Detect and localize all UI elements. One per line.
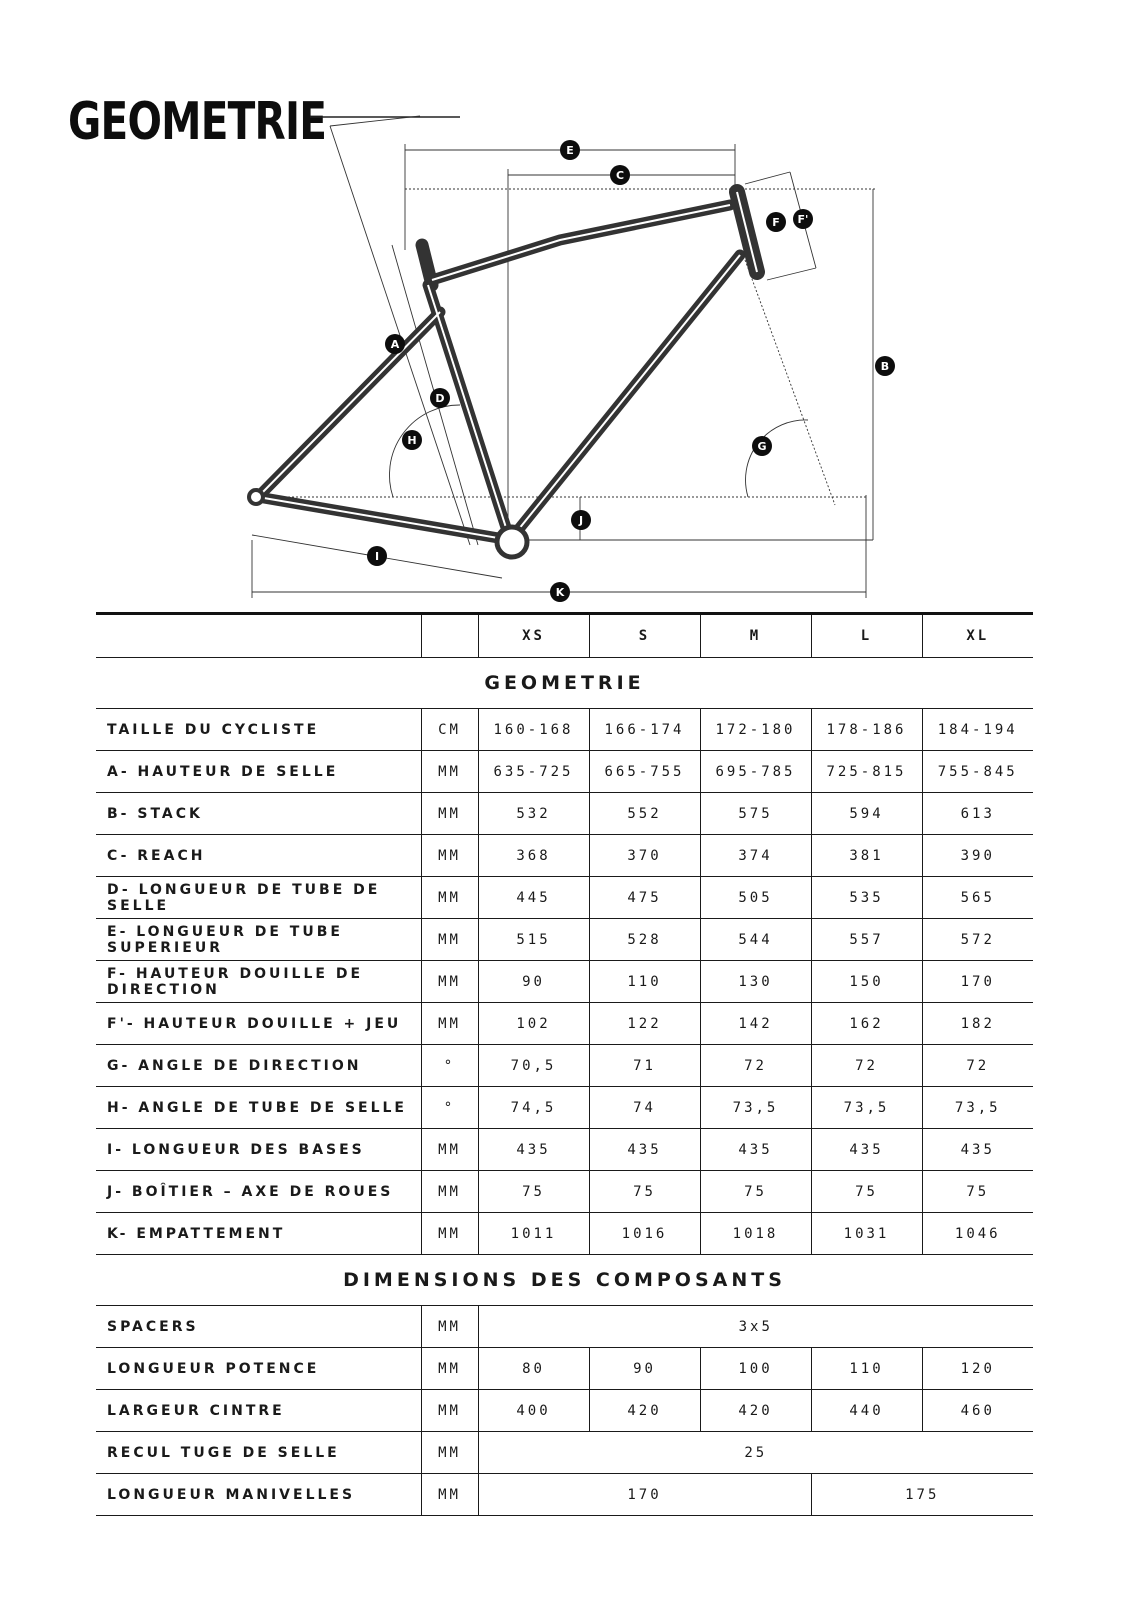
dimension-letter: I [374, 550, 380, 563]
row-label: C- REACH [96, 835, 421, 877]
table-row [96, 1045, 1033, 1087]
table-cell: 435 [700, 1129, 811, 1171]
table-cell: 557 [811, 919, 922, 961]
geometry-table [96, 612, 1033, 1516]
table-cell: 3x5 [478, 1306, 1033, 1348]
table-cell: 374 [700, 835, 811, 877]
table-cell: 72 [922, 1045, 1033, 1087]
row-label: LONGUEUR POTENCE [96, 1348, 421, 1390]
table-row [96, 1306, 1033, 1348]
dimension-letter: E [566, 144, 574, 157]
geometry-section-heading: GEOMETRIE [96, 658, 1033, 709]
row-unit: MM [421, 919, 478, 961]
table-cell: 75 [922, 1171, 1033, 1213]
size-header: S [589, 614, 700, 658]
table-cell: 572 [922, 919, 1033, 961]
table-cell: 635-725 [478, 751, 589, 793]
table-cell: 435 [922, 1129, 1033, 1171]
table-cell: 80 [478, 1348, 589, 1390]
table-cell: 535 [811, 877, 922, 919]
table-cell: 435 [811, 1129, 922, 1171]
table-cell: 160-168 [478, 709, 589, 751]
table-cell: 130 [700, 961, 811, 1003]
row-unit: MM [421, 1129, 478, 1171]
row-label: G- ANGLE DE DIRECTION [96, 1045, 421, 1087]
table-cell: 435 [478, 1129, 589, 1171]
row-unit: MM [421, 1390, 478, 1432]
row-label: TAILLE DU CYCLISTE [96, 709, 421, 751]
row-label: F'- HAUTEUR DOUILLE + JEU [96, 1003, 421, 1045]
table-cell: 72 [811, 1045, 922, 1087]
dimension-letter: F [772, 216, 780, 229]
table-cell: 25 [478, 1432, 1033, 1474]
table-cell: 74 [589, 1087, 700, 1129]
table-row [96, 1129, 1033, 1171]
table-cell: 75 [811, 1171, 922, 1213]
table-cell: 370 [589, 835, 700, 877]
dimension-marker-c [610, 165, 630, 185]
dimension-letter: G [757, 440, 767, 453]
dimension-marker-e [560, 140, 580, 160]
size-header: XL [922, 614, 1033, 658]
table-cell: 110 [589, 961, 700, 1003]
table-cell: 460 [922, 1390, 1033, 1432]
row-unit: ° [421, 1087, 478, 1129]
table-cell: 594 [811, 793, 922, 835]
table-cell: 420 [700, 1390, 811, 1432]
table-cell: 725-815 [811, 751, 922, 793]
row-unit: MM [421, 1348, 478, 1390]
table-row [96, 835, 1033, 877]
row-unit: MM [421, 751, 478, 793]
row-label: H- ANGLE DE TUBE DE SELLE [96, 1087, 421, 1129]
table-cell: 74,5 [478, 1087, 589, 1129]
row-unit: MM [421, 835, 478, 877]
page-title: GEOMETRIE [68, 92, 327, 152]
size-header: L [811, 614, 922, 658]
table-cell: 122 [589, 1003, 700, 1045]
row-label: D- LONGUEUR DE TUBE DE SELLE [96, 877, 421, 919]
header-unit [421, 614, 478, 658]
table-cell: 184-194 [922, 709, 1033, 751]
table-cell: 172-180 [700, 709, 811, 751]
table-cell: 72 [700, 1045, 811, 1087]
dimension-marker-k [550, 582, 570, 602]
row-unit: MM [421, 877, 478, 919]
table-cell: 565 [922, 877, 1033, 919]
table-cell: 70,5 [478, 1045, 589, 1087]
table-cell: 1018 [700, 1213, 811, 1255]
table-cell: 170 [922, 961, 1033, 1003]
table-row [96, 919, 1033, 961]
table-cell: 755-845 [922, 751, 1033, 793]
table-cell: 445 [478, 877, 589, 919]
table-row [96, 751, 1033, 793]
row-label: B- STACK [96, 793, 421, 835]
table-cell: 613 [922, 793, 1033, 835]
row-label: K- EMPATTEMENT [96, 1213, 421, 1255]
table-cell: 73,5 [811, 1087, 922, 1129]
table-row [96, 1390, 1033, 1432]
row-label: SPACERS [96, 1306, 421, 1348]
dimension-marker-g [752, 436, 772, 456]
table-cell: 71 [589, 1045, 700, 1087]
row-unit: ° [421, 1045, 478, 1087]
table-cell: 170 [478, 1474, 811, 1516]
section-heading-row [96, 658, 1033, 709]
table-cell: 552 [589, 793, 700, 835]
table-cell: 528 [589, 919, 700, 961]
header-empty [96, 614, 421, 658]
dimension-marker-b [875, 356, 895, 376]
row-unit: MM [421, 1306, 478, 1348]
table-cell: 390 [922, 835, 1033, 877]
row-label: I- LONGUEUR DES BASES [96, 1129, 421, 1171]
table-cell: 110 [811, 1348, 922, 1390]
table-row [96, 1087, 1033, 1129]
size-header: M [700, 614, 811, 658]
row-label: J- BOÎTIER – AXE DE ROUES [96, 1171, 421, 1213]
table-cell: 142 [700, 1003, 811, 1045]
dimension-marker-a [385, 334, 405, 354]
row-label: LARGEUR CINTRE [96, 1390, 421, 1432]
dimension-marker-j [571, 510, 591, 530]
table-cell: 102 [478, 1003, 589, 1045]
table-cell: 435 [589, 1129, 700, 1171]
table-row [96, 1213, 1033, 1255]
table-cell: 90 [589, 1348, 700, 1390]
row-unit: MM [421, 1432, 478, 1474]
table-cell: 90 [478, 961, 589, 1003]
table-cell: 162 [811, 1003, 922, 1045]
row-label: RECUL TUGE DE SELLE [96, 1432, 421, 1474]
table-cell: 100 [700, 1348, 811, 1390]
row-label: F- HAUTEUR DOUILLE DE DIRECTION [96, 961, 421, 1003]
table-cell: 544 [700, 919, 811, 961]
section-heading-row [96, 1255, 1033, 1306]
table-cell: 368 [478, 835, 589, 877]
row-unit: MM [421, 1474, 478, 1516]
table-cell: 150 [811, 961, 922, 1003]
table-cell: 175 [811, 1474, 1033, 1516]
table-row [96, 709, 1033, 751]
row-unit: MM [421, 961, 478, 1003]
dimension-marker-h [402, 430, 422, 450]
table-cell: 166-174 [589, 709, 700, 751]
row-label: LONGUEUR MANIVELLES [96, 1474, 421, 1516]
row-unit: MM [421, 1213, 478, 1255]
table-cell: 73,5 [700, 1087, 811, 1129]
table-cell: 665-755 [589, 751, 700, 793]
dimension-letter: J [578, 514, 584, 527]
table-cell: 182 [922, 1003, 1033, 1045]
dimension-marker-fprime [793, 209, 813, 229]
table-cell: 475 [589, 877, 700, 919]
dimension-letter: F' [797, 213, 809, 226]
table-cell: 400 [478, 1390, 589, 1432]
table-cell: 695-785 [700, 751, 811, 793]
size-header: XS [478, 614, 589, 658]
table-cell: 532 [478, 793, 589, 835]
dimension-marker-f [766, 212, 786, 232]
row-unit: MM [421, 1171, 478, 1213]
table-cell: 178-186 [811, 709, 922, 751]
table-cell: 575 [700, 793, 811, 835]
dimension-letter: A [390, 338, 400, 351]
table-cell: 515 [478, 919, 589, 961]
dimension-letter: B [880, 360, 890, 373]
table-cell: 75 [478, 1171, 589, 1213]
table-row [96, 877, 1033, 919]
components-section-heading: DIMENSIONS DES COMPOSANTS [96, 1255, 1033, 1306]
frame-geometry-diagram [0, 100, 1133, 610]
row-label: A- HAUTEUR DE SELLE [96, 751, 421, 793]
dimension-letter: C [615, 169, 625, 182]
dimension-letter: K [555, 586, 565, 599]
dimension-letter: D [435, 392, 445, 405]
table-row [96, 1003, 1033, 1045]
dimension-marker-d [430, 388, 450, 408]
table-cell: 381 [811, 835, 922, 877]
table-cell: 75 [700, 1171, 811, 1213]
table-cell: 73,5 [922, 1087, 1033, 1129]
table-cell: 505 [700, 877, 811, 919]
table-cell: 1016 [589, 1213, 700, 1255]
table-cell: 120 [922, 1348, 1033, 1390]
dimension-marker-i [367, 546, 387, 566]
table-row [96, 793, 1033, 835]
dimension-letter: H [407, 434, 417, 447]
table-cell: 1011 [478, 1213, 589, 1255]
row-unit: MM [421, 793, 478, 835]
table-cell: 75 [589, 1171, 700, 1213]
table-row [96, 1474, 1033, 1516]
table-row [96, 1432, 1033, 1474]
table-row [96, 961, 1033, 1003]
row-label: E- LONGUEUR DE TUBE SUPERIEUR [96, 919, 421, 961]
table-cell: 420 [589, 1390, 700, 1432]
row-unit: CM [421, 709, 478, 751]
size-header-row [96, 614, 1033, 658]
row-unit: MM [421, 1003, 478, 1045]
table-row [96, 1171, 1033, 1213]
table-row [96, 1348, 1033, 1390]
table-cell: 1046 [922, 1213, 1033, 1255]
table-cell: 440 [811, 1390, 922, 1432]
table-cell: 1031 [811, 1213, 922, 1255]
